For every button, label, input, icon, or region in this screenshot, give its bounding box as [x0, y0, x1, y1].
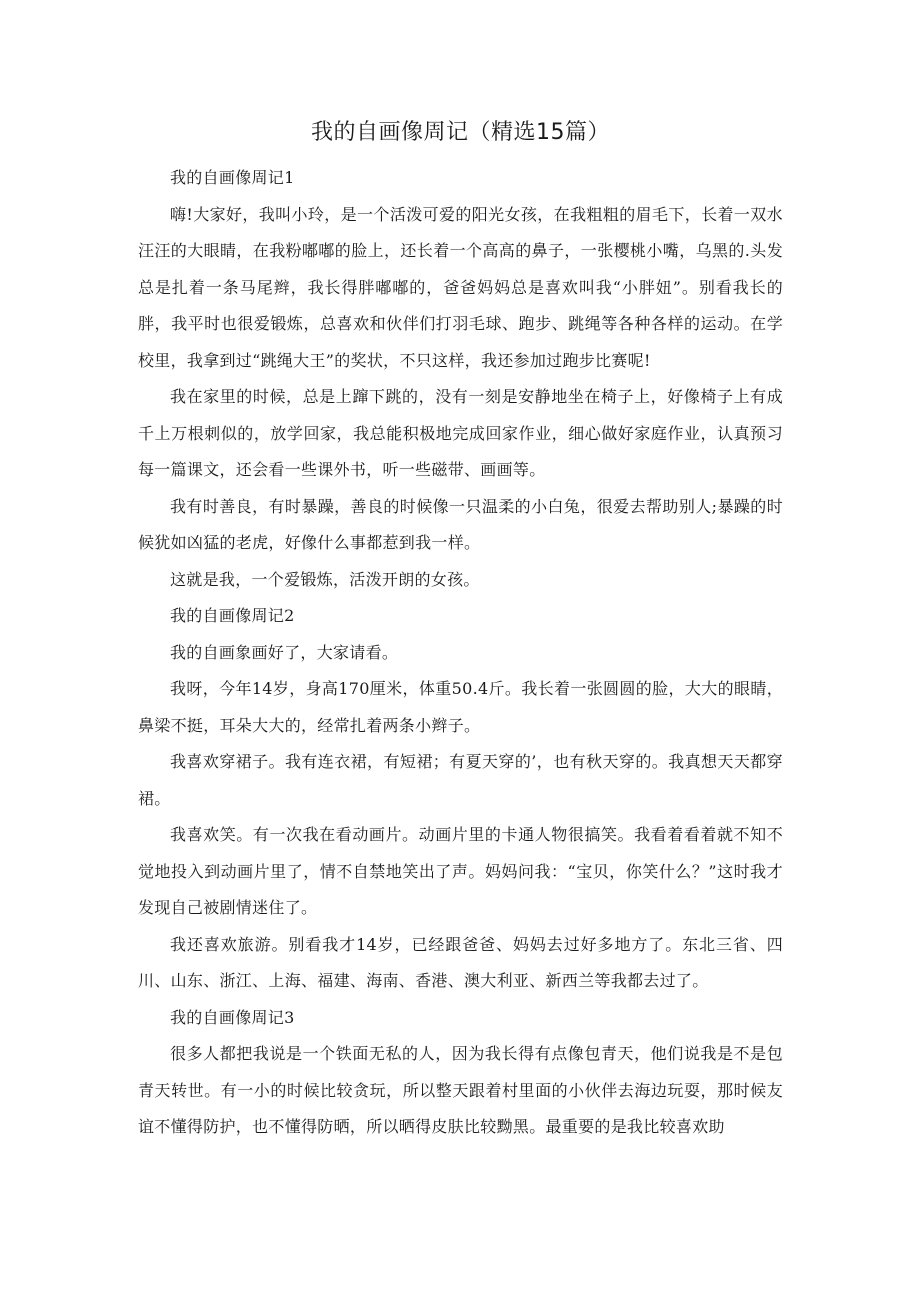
- paragraph: 我有时善良，有时暴躁，善良的时候像一只温柔的小白兔，很爱去帮助别人;暴躁的时候犹如凶猛的老虎，好像什么事都惹到我一样。: [138, 496, 783, 552]
- paragraph: 我呀，今年14岁，身高170厘米，体重50.4斤。我长着一张圆圆的脸，大大的眼睛，鼻梁不挺，耳朵大大的，经常扎着两条小辫子。: [138, 679, 783, 735]
- document-title: 我的自画像周记（精选15篇）: [311, 120, 610, 145]
- document-page: [138, 112, 783, 1146]
- paragraph: 这就是我，一个爱锻炼，活泼开朗的女孩。: [170, 569, 480, 589]
- section-heading: 我的自画像周记2: [170, 606, 295, 625]
- paragraph: 我还喜欢旅游。别看我才14岁，已经跟爸爸、妈妈去过好多地方了。东北三省、四川、山东、浙江、上海、福建、海南、香港、澳大利亚、新西兰等我都去过了。: [138, 934, 783, 990]
- section-heading: 我的自画像周记3: [170, 1007, 295, 1027]
- paragraph: 嗨!大家好，我叫小玲，是一个活泼可爱的阳光女孩，在我粗粗的眉毛下，长着一双水汪汪的大眼睛，在我粉嘟嘟的脸上，还长着一个高高的鼻子，一张樱桃小嘴，乌黑的.头发总是扎着一条马尾辫，我长得胖嘟嘟的，爸爸妈妈总是喜欢叫我“小胖妞”。别看我长的胖，我平时也很爱锻炼，总喜欢和伙伴们打羽毛球、跑步、跳绳等各种各样的运动。在学校里，我拿到过“跳绳大王”的奖状，不只这样，我还参加过跑步比赛呢!: [138, 204, 783, 370]
- section-heading: 我的自画像周记1: [170, 168, 295, 187]
- paragraph: 很多人都把我说是一个铁面无私的人，因为我长得有点像包青天，他们说我是不是包青天转世。有一小的时候比较贪玩，所以整天跟着村里面的小伙伴去海边玩耍，那时候友谊不懂得防护，也不懂得防晒，所以晒得皮肤比较黝黑。最重要的是我比较喜欢助: [138, 1044, 783, 1136]
- paragraph: 我喜欢穿裙子。我有连衣裙，有短裙；有夏天穿的’，也有秋天穿的。我真想天天都穿裙。: [138, 752, 783, 808]
- paragraph: 我的自画象画好了，大家请看。: [170, 642, 399, 662]
- paragraph: 我在家里的时候，总是上蹿下跳的，没有一刻是安静地坐在椅子上，好像椅子上有成千上万根刺似的，放学回家，我总能积极地完成回家作业，细心做好家庭作业，认真预习每一篇课文，还会看一些课外书，听一些磁带、画画等。: [138, 387, 783, 479]
- paragraph: 我喜欢笑。有一次我在看动画片。动画片里的卡通人物很搞笑。我看着看着就不知不觉地投入到动画片里了，情不自禁地笑出了声。妈妈问我：“宝贝，你笑什么？”这时我才发现自己被剧情迷住了。: [138, 825, 783, 917]
